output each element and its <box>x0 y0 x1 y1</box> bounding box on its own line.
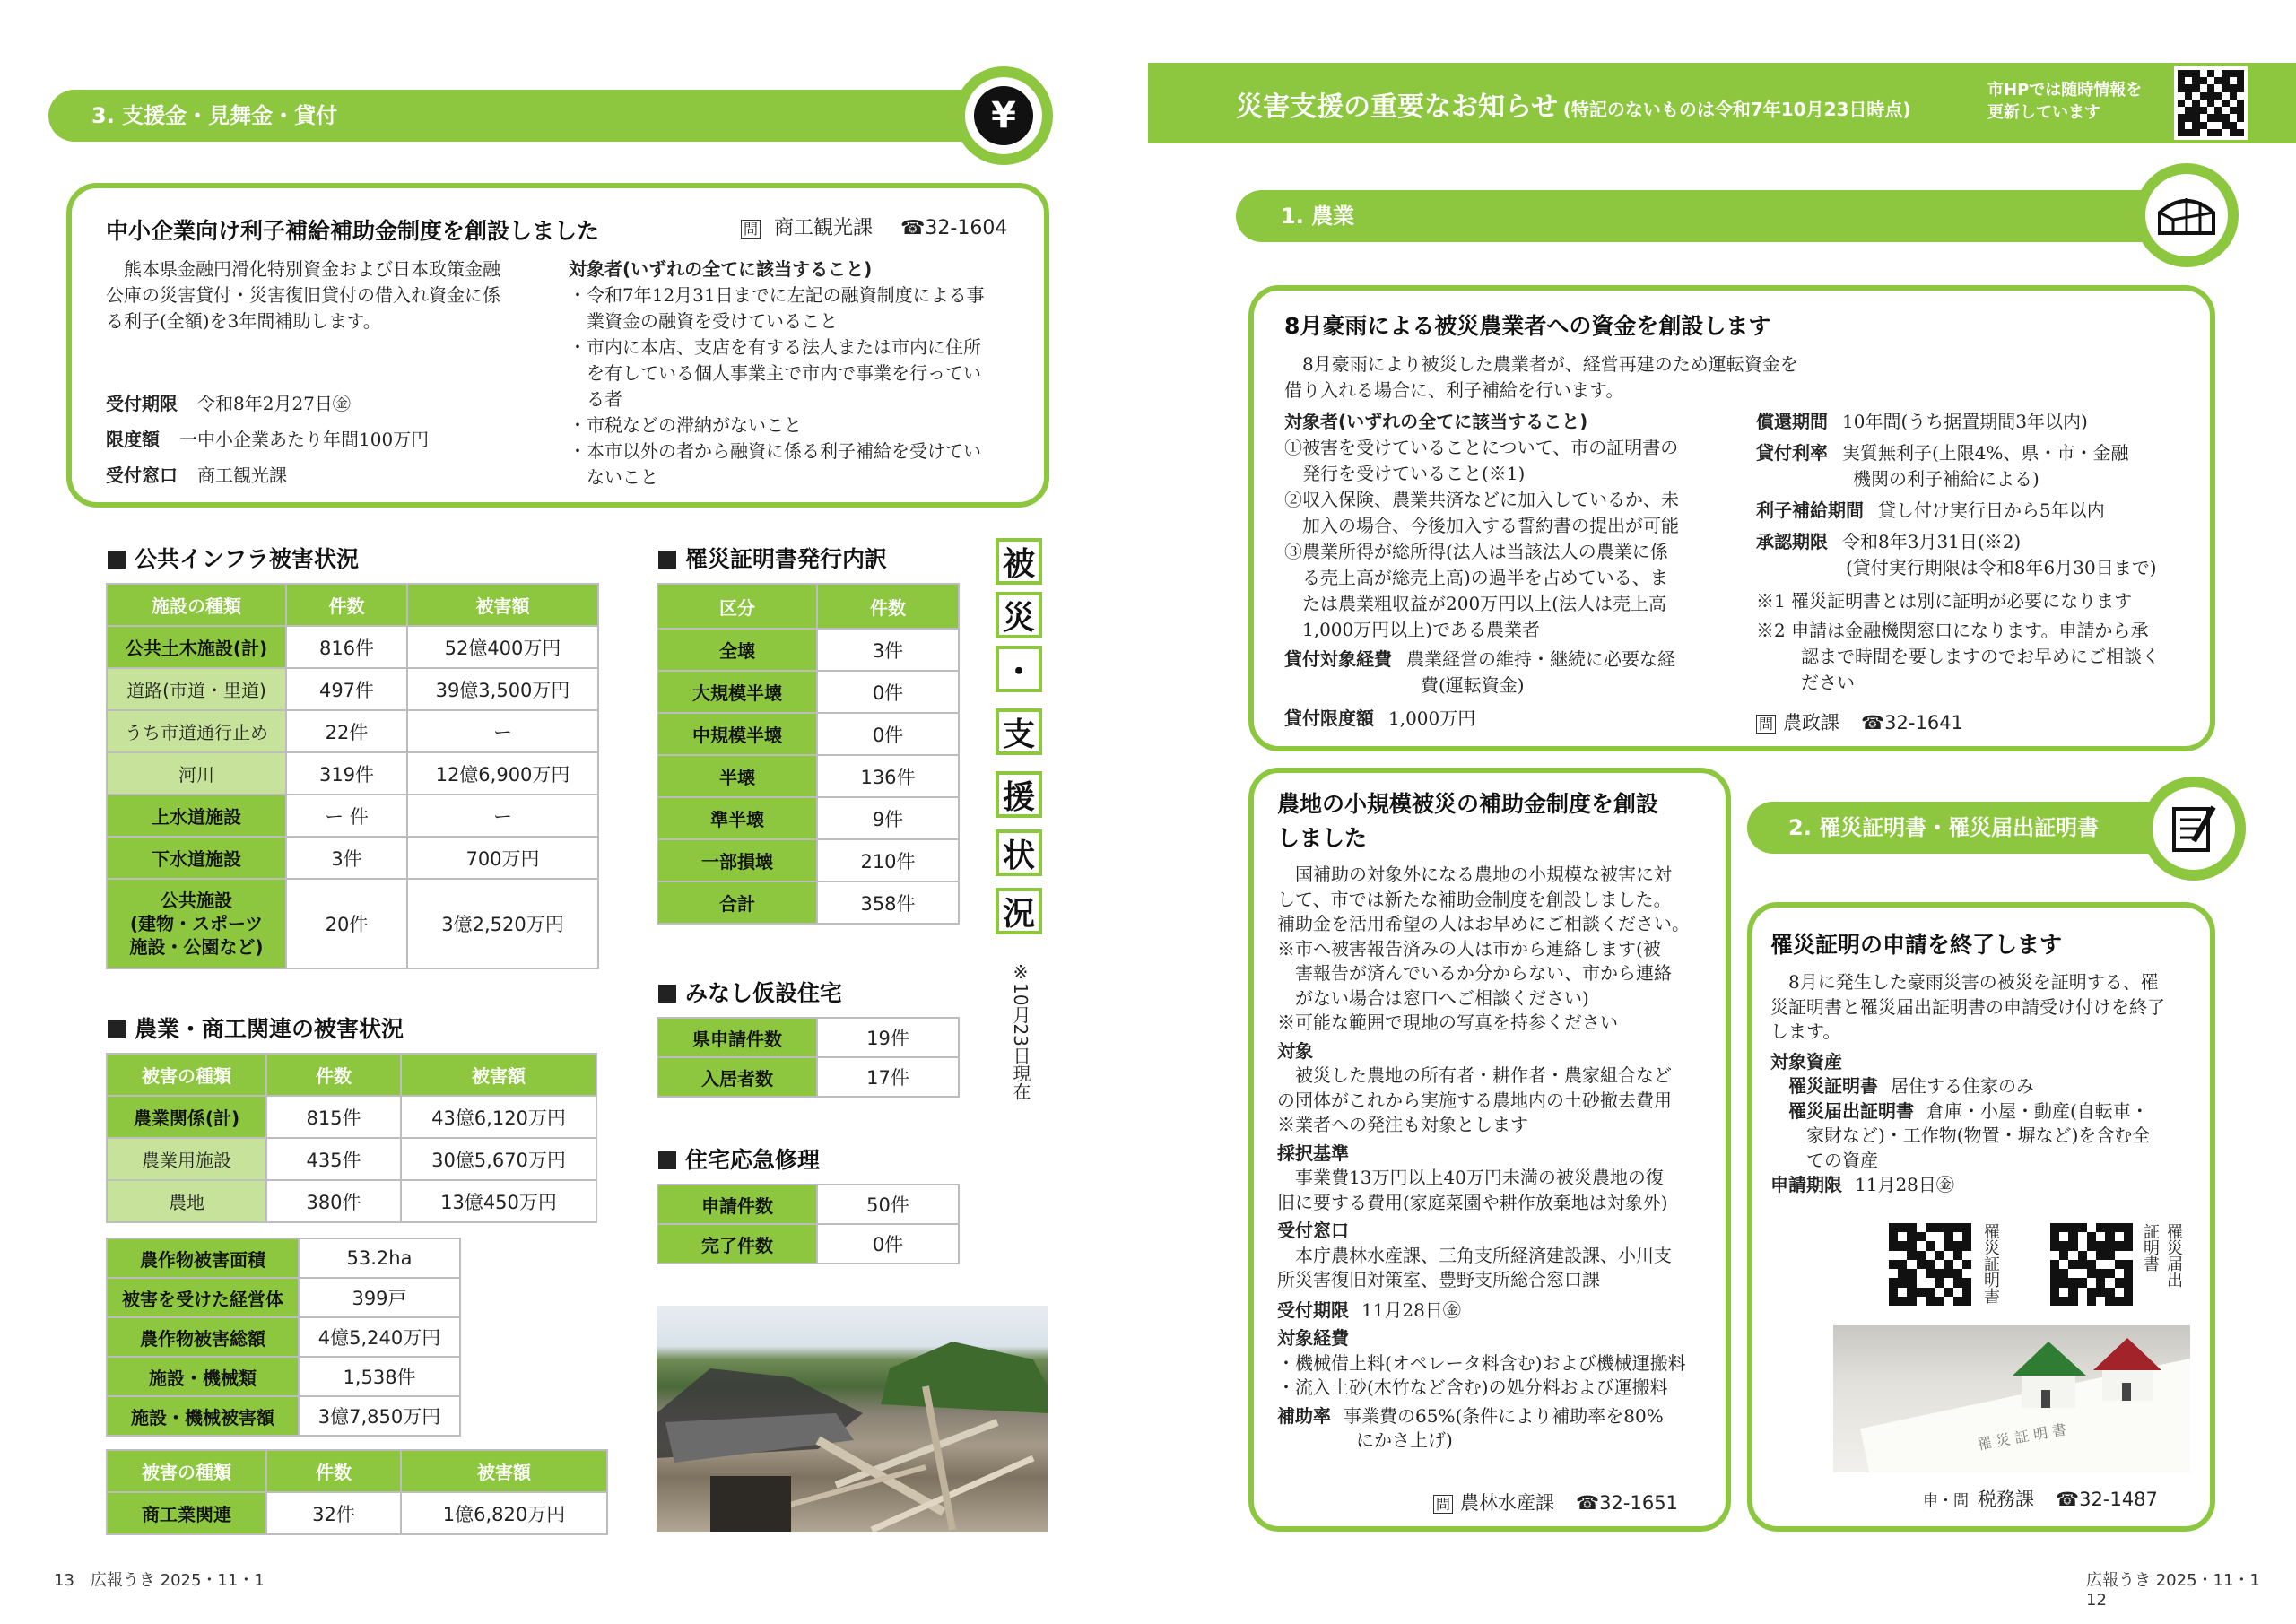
subsidy-desc <box>106 256 572 334</box>
label: 貸付利率 <box>1756 442 1828 464</box>
th: 被害の種類 <box>107 1054 266 1096</box>
value: 令和8年2月27日㊎ <box>197 393 351 414</box>
line: ②収入保険、農業共済などに加入しているか、未 <box>1284 489 1679 510</box>
cell: 13億450万円 <box>401 1180 596 1222</box>
vertical-title-char: ・ <box>996 646 1042 692</box>
cell: 1億6,820万円 <box>401 1492 607 1534</box>
phone: ☎32-1604 <box>900 217 1008 239</box>
cell: 3件 <box>286 837 407 879</box>
page-footer-left: 13 広報うき 2025・11・1 <box>54 1571 265 1590</box>
phone: ☎32-1651 <box>1576 1492 1678 1514</box>
cell: 52億400万円 <box>407 626 598 668</box>
cell: 435件 <box>266 1138 401 1180</box>
cell: 43億6,120万円 <box>401 1096 596 1138</box>
line: して、市では新たな補助金制度を創設しました。 <box>1277 888 1672 910</box>
cell: 20件 <box>286 879 407 968</box>
cell: 農業関係(計) <box>107 1096 266 1138</box>
phone: ☎32-1487 <box>2056 1489 2158 1510</box>
cell: 0件 <box>817 713 959 755</box>
line: します。 <box>1770 1020 1841 1042</box>
th: 件数 <box>286 584 407 626</box>
value: にかさ上げ) <box>1356 1429 1453 1451</box>
target-line: ・本市以外の者から融資に係る利子補給を受けてい <box>569 440 981 462</box>
risai-table <box>657 583 960 925</box>
target-line: ・令和7年12月31日までに左記の融資制度による事 <box>569 284 985 306</box>
banner-title <box>1236 84 1911 124</box>
cell: 公共施設 (建物・スポーツ 施設・公園など) <box>107 879 286 968</box>
line: る売上高が総売上高)の過半を占めている、ま <box>1302 567 1668 588</box>
dept-mark: 申・問 <box>1923 1492 1969 1510</box>
subsidy-title: 中小企業向け利子補給補助金制度を創設しました <box>106 218 600 244</box>
loan-desc <box>1284 352 1798 404</box>
cell: ー 件 <box>286 795 407 837</box>
cell: 50件 <box>817 1185 959 1224</box>
agri-damage-table <box>106 1053 597 1223</box>
cell: 815件 <box>266 1096 401 1138</box>
note: 認まで時間を要しますのでお早めにご相談く <box>1801 646 2160 667</box>
cell: 農作物被害総額 <box>107 1317 299 1357</box>
cell: 358件 <box>817 881 959 924</box>
desc-line: 8月豪雨により被災した農業者が、経営再建のため運転資金を <box>1302 353 1798 375</box>
qr-label-risai: 罹災証明書 <box>1981 1223 2000 1304</box>
vertical-note: ※10月23日現在 <box>1010 961 1031 1100</box>
th: 件数 <box>817 584 959 629</box>
cell: 3件 <box>817 629 959 671</box>
infra-table <box>106 583 599 969</box>
cell: 816件 <box>286 626 407 668</box>
cell: 農地 <box>107 1180 266 1222</box>
cert-contact <box>1923 1485 2158 1512</box>
value: 実質無利子(上限4%、県・市・金融 <box>1842 442 2129 464</box>
qr-code-hp[interactable] <box>2174 66 2248 140</box>
line: 1,000万円以上)である農業者 <box>1302 619 1541 640</box>
loan-title: 8月豪雨による被災農業者への資金を創設します <box>1284 313 1771 339</box>
disaster-photo <box>657 1306 1048 1532</box>
cell: 319件 <box>286 752 407 795</box>
cell: 136件 <box>817 755 959 797</box>
desc-line: る利子(全額)を3年間補助します。 <box>106 310 381 332</box>
label: 承認期限 <box>1756 531 1828 552</box>
label: 罹災届出証明書 <box>1788 1099 1914 1122</box>
line: 発行を受けていること(※1) <box>1302 463 1526 484</box>
value: 家財など)・工作物(物置・塀など)を含む全 <box>1806 1125 2151 1146</box>
th: 被害額 <box>401 1450 607 1492</box>
cell: うち市道通行止め <box>107 710 286 752</box>
cell: 39億3,500万円 <box>407 668 598 710</box>
label: 利子補給期間 <box>1756 499 1864 521</box>
th: 件数 <box>266 1054 401 1096</box>
target-line: ないこと <box>587 466 658 488</box>
label: 貸付対象経費 <box>1284 648 1392 670</box>
value: 機関の利子補給による) <box>1853 468 2039 490</box>
cell: 53.2ha <box>299 1238 460 1278</box>
cell: 商工業関連 <box>107 1492 266 1534</box>
cell: 399戸 <box>299 1278 460 1317</box>
th: 施設の種類 <box>107 584 286 626</box>
cell: 12億6,900万円 <box>407 752 598 795</box>
jutaku-title <box>658 1142 820 1175</box>
heading: 対象資産 <box>1770 1050 1842 1073</box>
farm-title-line: しました <box>1277 825 1368 851</box>
line: ※市へ被害報告済みの人は市から連絡します(被 <box>1277 937 1661 960</box>
line: 補助金を活用希望の人はお早めにご相談ください。 <box>1277 913 1690 934</box>
farm-body <box>1277 863 1717 1454</box>
line: ※業者への発注も対象とします <box>1277 1114 1528 1135</box>
value: 一中小企業あたり年間100万円 <box>179 429 430 450</box>
target-title: 対象者(いずれの全てに該当すること) <box>1284 411 1588 432</box>
value: 11月28日㊎ <box>1855 1174 1954 1195</box>
vertical-title-char: 支 <box>996 708 1042 755</box>
value: 倉庫・小屋・動産(自転車・ <box>1926 1099 2149 1122</box>
dept-mark: 問 <box>741 220 761 239</box>
page-footer-right: 広報うき 2025・11・1 12 <box>2086 1571 2276 1610</box>
target-line: る者 <box>587 388 622 410</box>
target-line: ・市内に本店、支店を有する法人または市内に住所 <box>569 336 981 358</box>
heading: 対象経費 <box>1277 1327 1349 1349</box>
heading: 対象 <box>1277 1039 1313 1062</box>
cert-body <box>1770 970 2201 1198</box>
label: 貸付限度額 <box>1284 708 1374 729</box>
farm-contact: 問 農林水産課 ☎32-1651 <box>1433 1489 1678 1515</box>
cell: 施設・機械類 <box>107 1357 299 1396</box>
label: 受付窓口 <box>106 465 178 486</box>
cell: 全壊 <box>657 629 817 671</box>
value: 農業経営の維持・継続に必要な経 <box>1406 648 1675 670</box>
cell: 4億5,240万円 <box>299 1317 460 1357</box>
dept: 農政課 <box>1783 712 1840 734</box>
target-line: 業資金の融資を受けていること <box>587 310 838 332</box>
infra-title-text: 公共インフラ被害状況 <box>135 546 360 572</box>
cell: 3億2,520万円 <box>407 879 598 968</box>
cell: 上水道施設 <box>107 795 286 837</box>
line: 災証明書と罹災届出証明書の申請受け付けを終了 <box>1770 995 2165 1018</box>
section-header-cert <box>1747 802 2178 854</box>
cell: 県申請件数 <box>657 1018 817 1057</box>
banner-title-main: 災害支援の重要なお知らせ <box>1236 91 1559 123</box>
desc-line: 借り入れる場合に、利子補給を行います。 <box>1284 379 1624 401</box>
cell: 申請件数 <box>657 1185 817 1224</box>
value: (貸付実行期限は令和8年6月30日まで) <box>1846 557 2157 578</box>
value: 貸し付け実行日から5年以内 <box>1878 499 2105 521</box>
th: 件数 <box>266 1450 401 1492</box>
risai-title-text: 罹災証明書発行内訳 <box>685 546 888 572</box>
line: 加入の場合、今後加入する誓約書の提出が可能 <box>1302 515 1679 536</box>
cell: 30億5,670万円 <box>401 1138 596 1180</box>
house-figures <box>1833 1325 2190 1472</box>
th: 区分 <box>657 584 817 629</box>
cell: 下水道施設 <box>107 837 286 879</box>
cell: 32件 <box>266 1492 401 1534</box>
cell: 公共土木施設(計) <box>107 626 286 668</box>
cell: 完了件数 <box>657 1224 817 1264</box>
infra-title <box>108 542 359 574</box>
line: ①被害を受けていることについて、市の証明書の <box>1284 437 1679 458</box>
cell: 施設・機械被害額 <box>107 1396 299 1436</box>
target-title: 対象者(いずれの全てに該当すること) <box>569 258 873 280</box>
cell: 一部損壊 <box>657 839 817 881</box>
cell: 19件 <box>817 1018 959 1057</box>
cell: 農作物被害面積 <box>107 1238 299 1278</box>
agri-damage-title-text: 農業・商工関連の被害状況 <box>135 1016 404 1042</box>
cell: 入居者数 <box>657 1057 817 1097</box>
label: 受付期限 <box>1277 1298 1349 1321</box>
line: 国補助の対象外になる農地の小規模な被害に対 <box>1295 864 1672 885</box>
label: 申請期限 <box>1770 1174 1842 1195</box>
phone: ☎32-1641 <box>1861 712 1963 734</box>
minashi-table <box>657 1017 960 1098</box>
vertical-title-char: 被 <box>996 538 1042 585</box>
cert-title: 罹災証明の申請を終了します <box>1770 932 2063 958</box>
note: ※1 罹災証明書とは別に証明が必要になります <box>1756 590 2133 612</box>
value: 10年間(うち据置期間3年以内) <box>1842 411 2088 432</box>
target-line: ・市税などの滞納がないこと <box>569 414 802 436</box>
cell: 22件 <box>286 710 407 752</box>
subsidy-target <box>569 256 1035 491</box>
dept: 商工観光課 <box>774 217 874 239</box>
cell: 半壊 <box>657 755 817 797</box>
note: ださい <box>1801 672 1855 693</box>
crop-table <box>106 1238 461 1437</box>
value: 令和8年3月31日(※2) <box>1842 531 2022 552</box>
loan-target <box>1284 409 1733 732</box>
value: 11月28日㊎ <box>1361 1298 1461 1321</box>
cell: ー <box>407 795 598 837</box>
label: 補助率 <box>1277 1404 1331 1427</box>
farm-title <box>1277 787 1658 855</box>
th: 被害額 <box>407 584 598 626</box>
banner-note-line: 更新しています <box>1987 103 2100 122</box>
cell: 農業用施設 <box>107 1138 266 1180</box>
line: がない場合は窓口へご相談ください) <box>1295 986 1589 1009</box>
line: ※可能な範囲で現地の写真を持参ください <box>1277 1012 1618 1033</box>
loan-terms: 償還期間 10年間(うち据置期間3年以内) 貸付利率 実質無利子(上限4%、県・市・金融 機関の利子補給による) 利子補給期間 貸し付け実行日から5年以内 承認期限 令和8年3月31日(※2) (貸付実行期限は令和8年6月30日まで) ※1 罹災証明書とは別に証明が必要になります ※2 申請は金融機関窓口になります。申請から承 認まで時間を要しますのでお早めにご相談く ださい 問 農政課 ☎32-1641 <box>1756 409 2196 737</box>
value: 事業費の65%(条件により補助率を80% <box>1344 1404 1664 1427</box>
line: たは農業粗収益が200万円以上(法人は売上高 <box>1302 593 1666 614</box>
sec2-title: 2. 罹災証明書・罹災届出証明書 <box>1788 815 2100 840</box>
label: 受付期限 <box>106 393 178 414</box>
vertical-title-char: 況 <box>996 888 1042 934</box>
heading: 受付窓口 <box>1277 1220 1349 1241</box>
cell: 17件 <box>817 1057 959 1097</box>
desc-line: 熊本県金融円滑化特別資金および日本政策金融 <box>124 258 500 280</box>
line: 事業費13万円以上40万円未満の被災農地の復 <box>1295 1167 1664 1188</box>
dept: 税務課 <box>1978 1489 2034 1510</box>
line: 害報告が済んでいるか分からない、市から連絡 <box>1295 962 1672 984</box>
cell: 被害を受けた経営体 <box>107 1278 299 1317</box>
value: 居住する住家のみ <box>1891 1075 2034 1097</box>
commerce-table <box>106 1449 608 1535</box>
cell: 0件 <box>817 671 959 713</box>
value: ての資産 <box>1806 1149 1878 1171</box>
yen-icon: ¥ <box>954 66 1053 165</box>
line: 旧に要する費用(家庭菜園や耕作放棄地は対象外) <box>1277 1191 1668 1213</box>
line: ・流入土砂(木竹など含む)の処分料および運搬料 <box>1277 1376 1668 1398</box>
value: 費(運転資金) <box>1421 674 1525 696</box>
cell: 合計 <box>657 881 817 924</box>
cell: 大規模半壊 <box>657 671 817 713</box>
note: ※2 申請は金融機関窓口になります。申請から承 <box>1756 620 2149 641</box>
desc-line: 公庫の災害貸付・災害復旧貸付の借入れ資金に係 <box>106 284 500 306</box>
jutaku-title-text: 住宅応急修理 <box>685 1147 821 1173</box>
label: 償還期間 <box>1756 411 1828 432</box>
dept: 農林水産課 <box>1460 1492 1555 1514</box>
farm-title-line: 農地の小規模被災の補助金制度を創設 <box>1277 791 1659 817</box>
line: 被災した農地の所有者・耕作者・農家組合など <box>1295 1064 1672 1086</box>
certificate-photo-text: 罹 災 証 明 書 <box>1976 1420 2068 1454</box>
target-line: を有している個人事業主で市内で事業を行ってい <box>587 362 981 384</box>
cell: 1,538件 <box>299 1357 460 1396</box>
cell: 中規模半壊 <box>657 713 817 755</box>
banner-note-line: 市HPでは随時情報を <box>1987 81 2143 100</box>
heading: 採択基準 <box>1277 1142 1349 1164</box>
qr-label-risai-todoke <box>2138 1223 2185 1288</box>
qr-code-risai[interactable] <box>1889 1223 1971 1306</box>
cell: 3億7,850万円 <box>299 1396 460 1436</box>
cell: 河川 <box>107 752 286 795</box>
line: の団体がこれから実施する農地内の土砂撤去費用 <box>1277 1089 1672 1111</box>
cell: 210件 <box>817 839 959 881</box>
th: 被害額 <box>401 1054 596 1096</box>
cell: 準半壊 <box>657 797 817 839</box>
label: 限度額 <box>106 429 160 450</box>
line: 所災害復旧対策室、豊野支所総合窓口課 <box>1277 1269 1600 1290</box>
cell: 0件 <box>817 1224 959 1264</box>
greenhouse-icon <box>2135 163 2239 267</box>
jutaku-table <box>657 1184 960 1264</box>
subsidy-terms <box>106 386 429 493</box>
vertical-title-char: 援 <box>996 771 1042 818</box>
label: 罹災証明書 <box>1788 1075 1878 1097</box>
vertical-title-char: 状 <box>996 829 1042 876</box>
line: ・機械借上料(オペレータ料含む)および機械運搬料 <box>1277 1351 1686 1374</box>
section-header-support <box>48 90 1026 142</box>
document-pen-icon <box>2142 777 2246 881</box>
cell: 700万円 <box>407 837 598 879</box>
line: 本庁農林水産課、三角支所経済建設課、小川支 <box>1295 1244 1672 1266</box>
value: 商工観光課 <box>197 465 287 486</box>
certificate-photo <box>1833 1325 2190 1472</box>
section-header-agri <box>1236 190 2187 242</box>
vertical-title-char: 災 <box>996 592 1042 638</box>
qr-label-line: 罹災届出 <box>2164 1223 2183 1288</box>
line: ③農業所得が総所得(法人は当該法人の農業に係 <box>1284 541 1668 562</box>
disaster-photo-drawing <box>657 1306 1048 1532</box>
cell: ー <box>407 710 598 752</box>
banner-title-sub: (特記のないものは令和7年10月23日時点) <box>1562 99 1911 120</box>
risai-title <box>658 542 887 574</box>
cell: 380件 <box>266 1180 401 1222</box>
cell: 道路(市道・里道) <box>107 668 286 710</box>
subsidy-contact <box>741 215 1007 242</box>
minashi-title-text: みなし仮設住宅 <box>685 980 843 1006</box>
cell: 9件 <box>817 797 959 839</box>
th: 被害の種類 <box>107 1450 266 1492</box>
qr-code-risai-todoke[interactable] <box>2050 1223 2133 1306</box>
qr-label-line: 証明書 <box>2141 1223 2160 1272</box>
banner-note <box>1987 79 2142 124</box>
minashi-title <box>658 976 842 1008</box>
section-title: 3. 支援金・見舞金・貸付 <box>91 103 338 128</box>
value: 1,000万円 <box>1388 708 1476 729</box>
line: 8月に発生した豪雨災害の被災を証明する、罹 <box>1788 971 2159 993</box>
sec1-title: 1. 農業 <box>1281 204 1355 229</box>
cell: 497件 <box>286 668 407 710</box>
agri-damage-title <box>108 1012 404 1044</box>
